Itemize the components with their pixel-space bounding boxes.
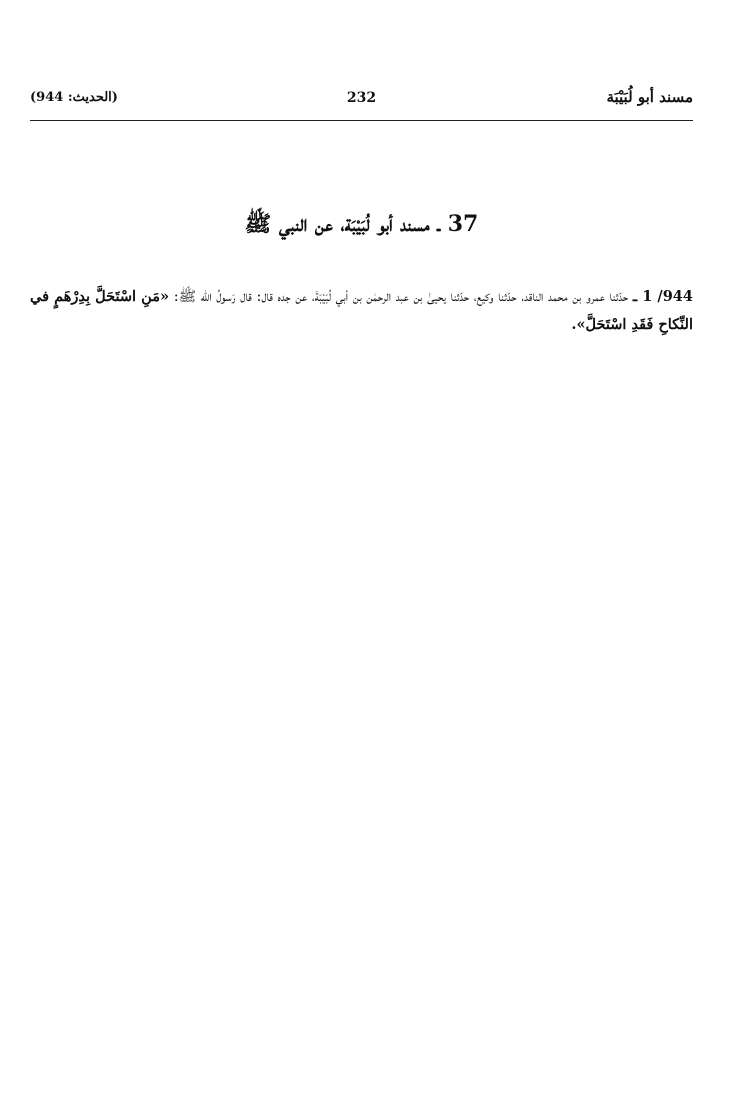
hadith-matn: «مَنِ اسْتَحَلَّ بِدِرْهَمٍ في النِّكاحِ فَقَدِ اسْتَحَلَّ». [30,287,693,333]
chapter-heading: 37 ـ مسند أبو لُبَيْبَة، عن النبي ﷺ [244,211,479,237]
hadith-paragraph [30,283,693,339]
page-number: 232 [346,90,377,106]
header-divider [30,120,693,121]
hadith-isnad: حدّثنا عمرو بن محمد الناقد، حدّثنا وكيع، حدّثنا يحيىٰ بن عبد الرحمٰن بن أبي لُبَيْبَةَ، عن جده قال: قال رَسولُ الله ﷺ: [173,288,629,305]
hadith-number: 944/ 1 ـ [632,287,693,305]
header-hadith-reference: (الحديث: 944) [30,90,118,105]
running-header [30,88,693,116]
header-title: مسند أبو لُبَيْبَة [606,88,693,106]
